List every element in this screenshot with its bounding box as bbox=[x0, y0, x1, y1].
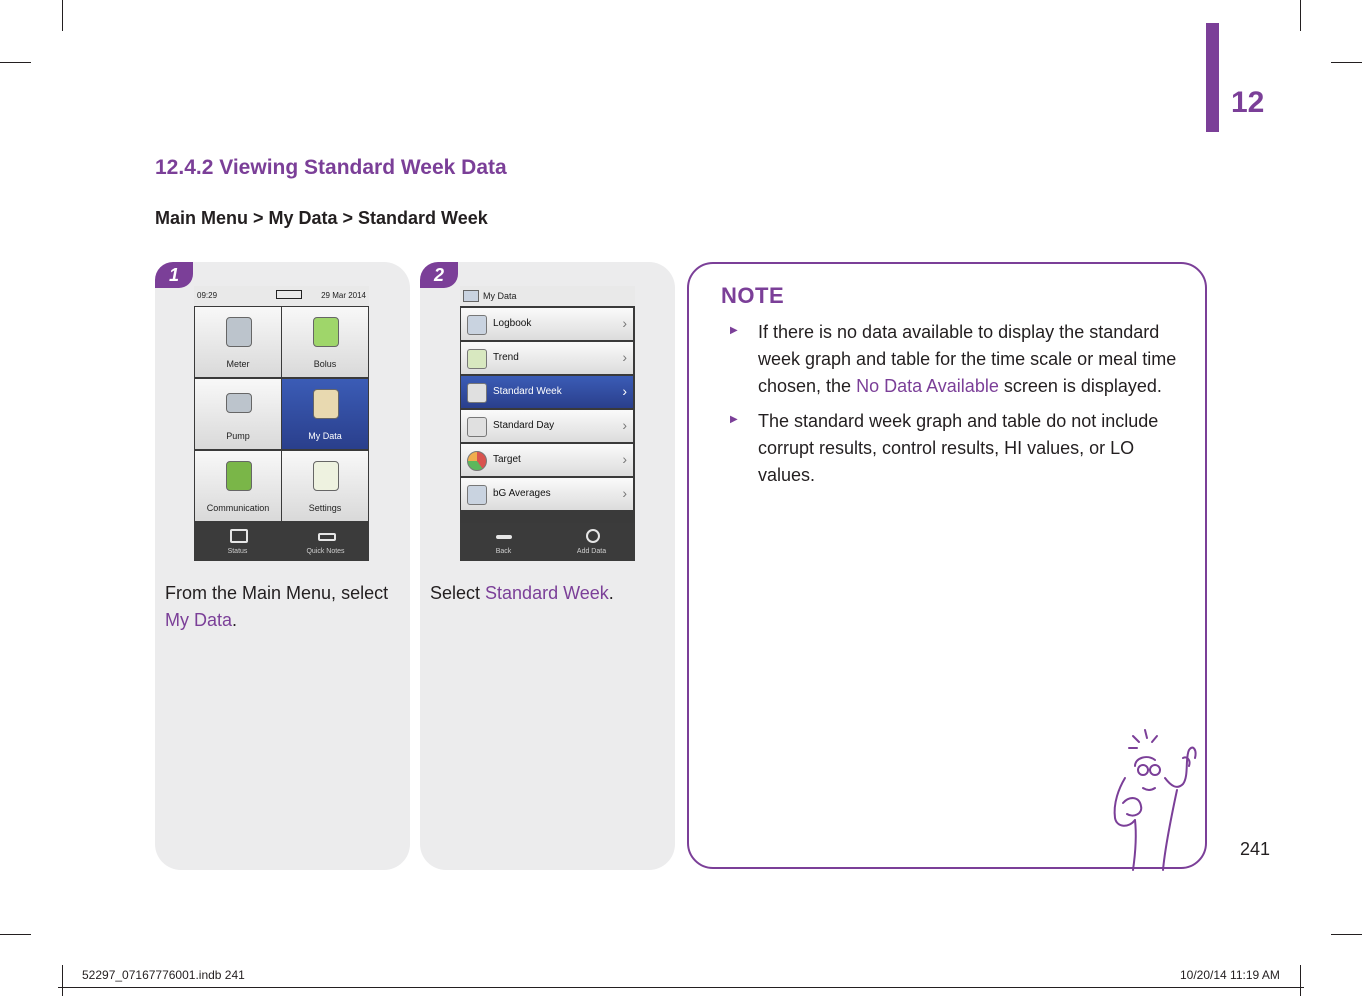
chapter-tab-bar bbox=[1206, 23, 1219, 132]
tile-bolus: Bolus bbox=[282, 307, 368, 377]
pencil-icon bbox=[318, 533, 336, 541]
my-data-small-icon bbox=[463, 290, 479, 302]
tile-settings: Settings bbox=[282, 451, 368, 521]
step-1-badge: 1 bbox=[155, 262, 193, 288]
chevron-right-icon: › bbox=[622, 417, 627, 433]
step-2-instruction: Select Standard Week. bbox=[430, 583, 614, 603]
device-time: 09:29 bbox=[197, 291, 218, 300]
settings-icon bbox=[313, 461, 339, 491]
step-1-instruction: From the Main Menu, select My Data. bbox=[165, 583, 389, 630]
row-standard-week: Standard Week › bbox=[461, 376, 633, 408]
back-softkey: Back bbox=[460, 523, 547, 561]
chevron-right-icon: › bbox=[622, 451, 627, 467]
device-screen-title: My Data bbox=[483, 291, 517, 301]
bg-averages-icon bbox=[467, 485, 487, 505]
chapter-number: 12 bbox=[1231, 86, 1265, 119]
section-title: 12.4.2 Viewing Standard Week Data bbox=[155, 156, 507, 179]
note-item-1: If there is no data available to display the standard week graph and table for the time scale or meal time chosen, the No Data Available screen is displayed. bbox=[758, 322, 1177, 396]
quick-notes-softkey: Quick Notes bbox=[282, 523, 369, 561]
chevron-right-icon: › bbox=[622, 485, 627, 501]
row-standard-day: Standard Day › bbox=[461, 410, 633, 442]
standard-day-icon bbox=[467, 417, 487, 437]
my-data-menu-screenshot bbox=[460, 286, 635, 561]
row-logbook: Logbook › bbox=[461, 308, 633, 340]
note-title: NOTE bbox=[721, 283, 785, 308]
row-target: Target › bbox=[461, 444, 633, 476]
chevron-right-icon: › bbox=[622, 383, 627, 399]
add-data-softkey: Add Data bbox=[548, 523, 635, 561]
device-title-bar bbox=[460, 286, 635, 306]
device-bottom-bar bbox=[194, 523, 369, 561]
bullet-triangle-icon: ▶ bbox=[730, 325, 738, 336]
crop-mark bbox=[62, 0, 63, 31]
device-date: 29 Mar 2014 bbox=[321, 291, 366, 300]
crop-mark bbox=[0, 934, 31, 935]
crop-mark bbox=[62, 965, 63, 996]
mascot-illustration bbox=[1105, 728, 1215, 873]
status-softkey: Status bbox=[194, 523, 281, 561]
highlight-my-data: My Data bbox=[165, 610, 233, 630]
back-arrow-icon bbox=[496, 535, 512, 539]
tile-meter: Meter bbox=[195, 307, 281, 377]
status-icon bbox=[230, 529, 248, 543]
crop-mark bbox=[1300, 0, 1301, 31]
crop-mark bbox=[1300, 965, 1301, 996]
slug-file-info: 52297_07167776001.indb 241 bbox=[82, 968, 245, 982]
highlight-standard-week: Standard Week bbox=[485, 583, 609, 603]
note-item-2: The standard week graph and table do not include corrupt results, control results, HI values, or LO values. bbox=[758, 411, 1159, 485]
device-bottom-bar bbox=[460, 523, 635, 561]
page-number: 241 bbox=[1240, 839, 1271, 859]
slug-timestamp: 10/20/14 11:19 AM bbox=[1180, 968, 1280, 982]
bolus-icon bbox=[313, 317, 339, 347]
row-trend: Trend › bbox=[461, 342, 633, 374]
chevron-right-icon: › bbox=[622, 315, 627, 331]
crop-mark bbox=[1331, 934, 1362, 935]
meter-icon bbox=[226, 317, 252, 347]
target-pie-icon bbox=[467, 451, 487, 471]
navigation-path: Main Menu > My Data > Standard Week bbox=[155, 208, 488, 228]
chevron-right-icon: › bbox=[622, 349, 627, 365]
step-2-badge: 2 bbox=[420, 262, 458, 288]
logbook-icon bbox=[467, 315, 487, 335]
tile-my-data: My Data bbox=[282, 379, 368, 449]
crop-mark bbox=[1331, 62, 1362, 63]
tile-communication: Communication bbox=[195, 451, 281, 521]
battery-icon bbox=[276, 290, 302, 299]
device-status-bar bbox=[194, 286, 369, 306]
pump-icon bbox=[226, 393, 252, 413]
slug-divider bbox=[58, 987, 1304, 988]
standard-week-icon bbox=[467, 383, 487, 403]
row-bg-averages: bG Averages › bbox=[461, 478, 633, 510]
plus-icon bbox=[586, 529, 600, 543]
my-data-icon bbox=[313, 389, 339, 419]
tile-pump: Pump bbox=[195, 379, 281, 449]
crop-mark bbox=[0, 62, 31, 63]
main-menu-screenshot bbox=[194, 286, 369, 561]
communication-icon bbox=[226, 461, 252, 491]
bullet-triangle-icon: ▶ bbox=[730, 414, 738, 425]
trend-icon bbox=[467, 349, 487, 369]
highlight-no-data-available: No Data Available bbox=[856, 376, 999, 396]
